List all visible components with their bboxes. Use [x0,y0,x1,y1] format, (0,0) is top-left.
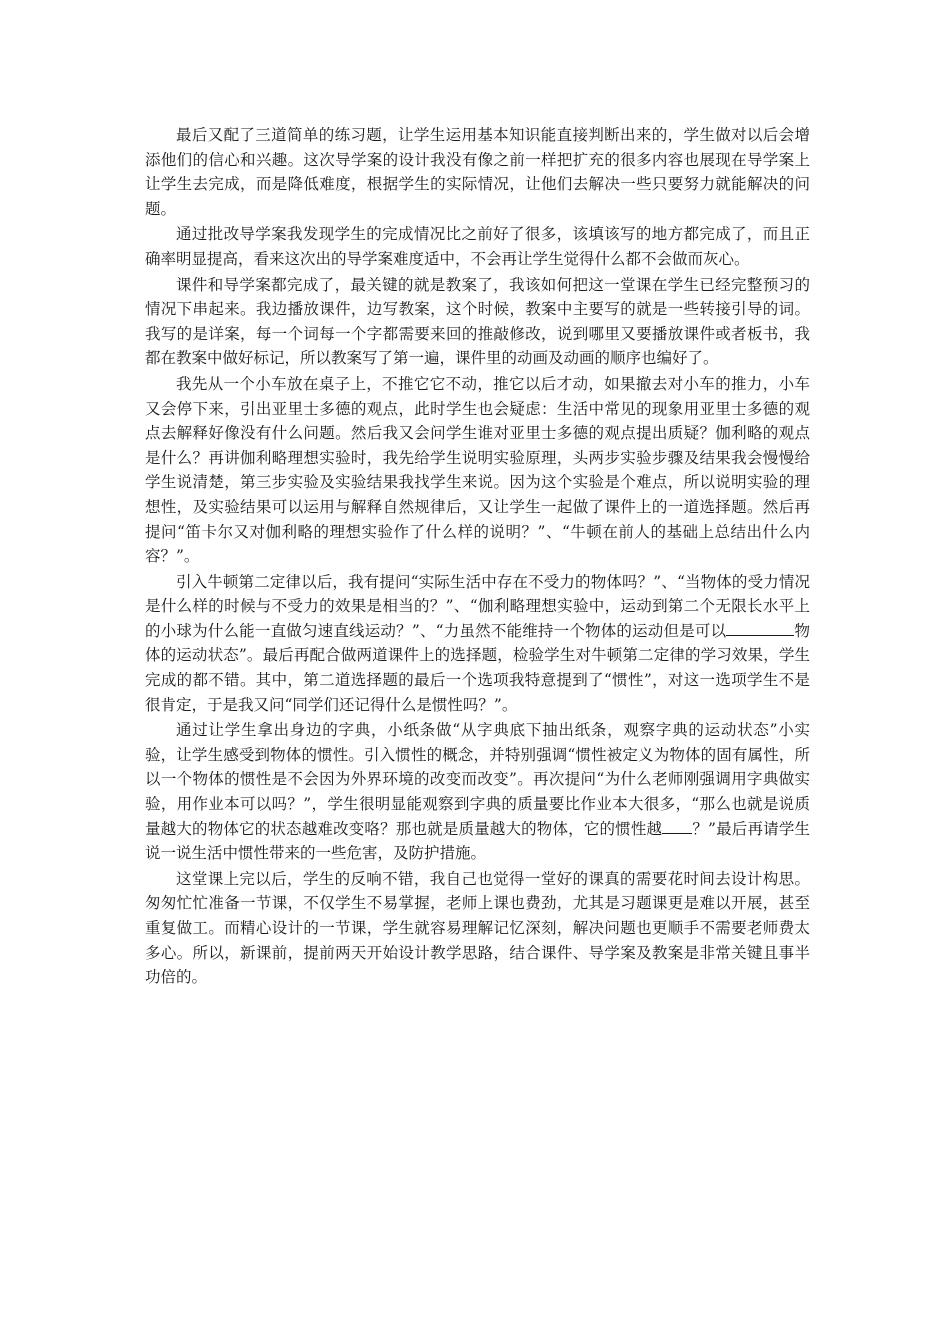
paragraph-1: 最后又配了三道简单的练习题，让学生运用基本知识能直接判断出来的，学生做对以后会增添他们的信心和兴趣。这次导学案的设计我没有像之前一样把扩充的很多内容也展现在导学案上让学生去完成，而是降低难度，根据学生的实际情况，让他们去解决一些只要努力就能解决的问题。 [145,126,810,218]
paragraph-5 [145,570,810,718]
paragraph-7: 这堂课上完以后，学生的反响不错，我自己也觉得一堂好的课真的需要花时间去设计构思。匆匆忙忙准备一节课，不仅学生不易掌握，老师上课也费劲，尤其是习题课更是难以开展，甚至重复做工。而精心设计的一节课，学生就容易理解记忆深刻，解决问题也更顺手不需要老师费太多心。所以，新课前，提前两天开始设计教学思路，结合课件、导学案及教案是非常关键且事半功倍的。 [145,869,810,987]
fill-in-blank [662,817,692,834]
paragraph-6-part-1: 通过让学生拿出身边的字典，小纸条做“从字典底下抽出纸条，观察字典的运动状态”小实验，让学生感受到物体的惯性。引入惯性的概念，并特别强调“惯性被定义为物体的固有属性，所以一个物体的惯性是不会因为外界环境的改变而改变”。再次提问“为什么老师刚强调用字典做实验，用作业本可以吗？”，学生很明显能观察到字典的质量要比作业本大很多，“那么也就是说质量越大的物体它的状态越难改变咯？那也就是质量越大的物体，它的惯性越 [145,721,810,838]
paragraph-4: 我先从一个小车放在桌子上，不推它它不动，推它以后才动，如果撤去对小车的推力，小车又会停下来，引出亚里士多德的观点，此时学生也会疑虑：生活中常见的现象用亚里士多德的观点去解释好像没有什么问题。然后我又会问学生谁对亚里士多德的观点提出质疑？伽利略的观点是什么？再讲伽利略理想实验时，我先给学生说明实验原理，头两步实验步骤及结果我会慢慢给学生说清楚，第三步实验及实验结果我找学生来说。因为这个实验是个难点，所以说明实验的理想性，及实验结果可以运用与解释自然规律后，又让学生一起做了课件上的一道选择题。然后再提问“笛卡尔又对伽利略的理想实验作了什么样的说明？”、“牛顿在前人的基础上总结出什么内容？”。 [145,374,810,566]
paragraph-6 [145,718,810,866]
paragraph-2: 通过批改导学案我发现学生的完成情况比之前好了很多，该填该写的地方都完成了，而且正确率明显提高，看来这次出的导学案难度适中，不会再让学生觉得什么都不会做而灰心。 [145,225,810,268]
document-body [145,123,810,991]
paragraph-5-part-1: 引入牛顿第二定律以后，我有提问“实际生活中存在不受力的物体吗？”、“当物体的受力情况是什么样的时候与不受力的效果是相当的？”、“伽利略理想实验中，运动到第二个无限长水平上的小球为什么能一直做匀速直线运动？”、“力虽然不能维持一个物体的运动但是可以 [145,572,810,640]
paragraph-5-part-2: 物体的运动状态”。最后再配合做两道课件上的选择题，检验学生对牛顿第二定律的学习效果，学生完成的都不错。其中，第二道选择题的最后一个选项我特意提到了“惯性”，对这一选项学生不是很肯定，于是我又问“同学们还记得什么是惯性吗？”。 [145,621,810,714]
fill-in-blank [726,619,794,636]
paragraph-3: 课件和导学案都完成了，最关键的就是教案了，我该如何把这一堂课在学生已经完整预习的情况下串起来。我边播放课件，边写教案，这个时候，教案中主要写的就是一些转接引导的词。我写的是详案，每一个词每一个字都需要来回的推敲修改，说到哪里又要播放课件或者板书，我都在教案中做好标记，所以教案写了第一遍，课件里的动画及动画的顺序也编好了。 [145,275,810,368]
paragraph-6-part-2: ？”最后再请学生说一说生活中惯性带来的一些危害，及防护措施。 [145,819,810,863]
